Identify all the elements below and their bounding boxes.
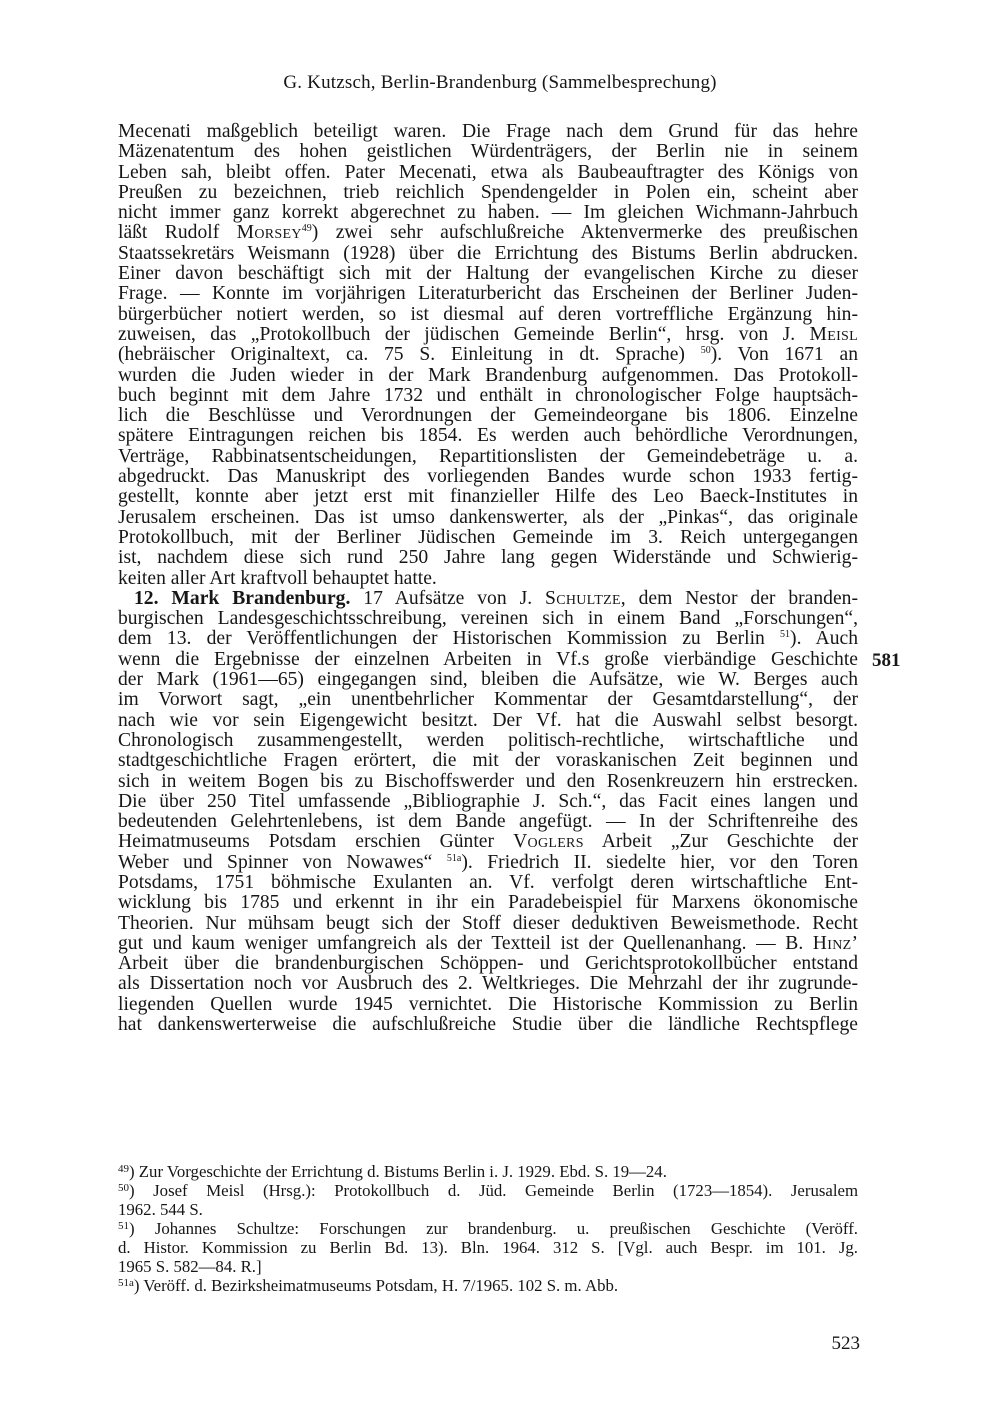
line-text: Mäzenatentum des hohen geistlichen Würdenträgers, der Berlin nie in seinem [118,141,858,163]
text-line [118,386,858,406]
text-line [118,528,858,548]
footnote-line [118,1276,858,1295]
footnote-text: Veröff. d. Bezirksheimatmuseums Potsdam, H. 7/1965. 102 S. m. Abb. [143,1276,619,1295]
line-text: zuweisen, das „Protokollbuch der jüdischen Gemeinde Berlin“, hrsg. von J. [118,323,810,345]
line-text: Leben sah, bleibt offen. Pater Mecenati, etwa als Baubeauftragter des Königs von [118,161,858,183]
line-text: abgedruckt. Das Manuskript des vorliegenden Bandes wurde schon 1933 fertig- [118,466,858,488]
text-line [118,629,858,649]
footnote-line [118,1200,858,1219]
line-text: Protokollbuch, mit der Berliner Jüdischen Gemeinde im 3. Reich untergegangen [118,526,858,548]
line-text: dem 13. der Veröffentlichungen der Historischen Kommission zu Berlin [118,628,781,650]
footnote-line [118,1238,858,1257]
text-line [118,325,858,345]
text-line [118,974,858,994]
line-text: im Vorwort sagt, „ein unentbehrlicher Kommentar der Gesamtdarstellung“, der [118,689,858,711]
text-line [118,569,858,589]
line-text: Preußen zu bezeichnen, trieb reichlich Spendengelder in Polen ein, scheint aber [118,181,858,203]
line-text: ist, nachdem diese sich rund 250 Jahre lang gegen Widerstände und Schwierig- [118,547,858,569]
section-heading: 12. Mark Brandenburg. [134,587,351,609]
footnote-mark-paren: ) [129,1162,139,1181]
line-text: Heimatmuseums Potsdam erschien Günter [118,831,514,853]
author-name: Morsey [236,222,302,244]
line-text: gut und kaum weniger umfangreich als der Textteil ist der Quellenanhang. — B. [118,932,813,954]
footnote-text: 1962. 544 S. [118,1200,203,1219]
text-line [118,122,858,142]
text-line [118,203,858,223]
margin-number: 581 [872,650,901,671]
line-text: stadtgeschichtliche Fragen erörtert, die mit der voraskanischen Zeit beginnen und [118,750,858,772]
line-text: nicht immer ganz korrekt abgerechnet zu haben. — Im gleichen Wichmann-Jahrbuch [118,202,858,224]
text-line [118,609,858,629]
footnote-mark-paren: ) [133,1276,144,1295]
line-text: buch beginnt mit dem Jahre 1732 und enthält in chronologischer Folge hauptsäch- [118,384,858,406]
text-line [118,751,858,771]
page-number: 523 [831,1333,860,1354]
footnote-text: 1965 S. 582—84. R.] [118,1257,262,1276]
text-line [118,305,858,325]
footnote-line [118,1162,858,1181]
text-line [118,711,858,731]
text-line [118,284,858,304]
author-name: Schultze [545,587,621,609]
footnote-mark: 50 [118,1182,129,1194]
line-text: der Mark (1961—65) eingegangen sind, bleiben die Aufsätze, wie W. Berges auch [118,669,858,691]
text-line [118,183,858,203]
author-name: Voglers [513,831,584,853]
footnote-text: Johannes Schultze: Forschungen zur brandenburg. u. preußischen Geschichte (Veröff. [154,1219,858,1238]
running-header: G. Kutzsch, Berlin-Brandenburg (Sammelbesprechung) [283,72,717,93]
footnote-line [118,1219,858,1238]
line-text: Mecenati maßgeblich beteiligt waren. Die Frage nach dem Grund für das hehre [118,121,858,142]
text-line [118,142,858,162]
footnote-ref: 51a [446,852,462,864]
line-text: nach wie vor sein Eigengewicht besitzt. Der Vf. hat die Auswahl selbst besorgt. [118,709,858,731]
line-text: Potsdams, 1751 böhmische Exulanten an. Vf. verfolgt deren wirtschaftliche Ent- [118,871,858,893]
line-text: Staatssekretärs Weismann (1928) über die Errichtung des Bistums Berlin abdrucken. [118,242,858,264]
text-line [118,366,858,386]
line-text: Verträge, Rabbinatsentscheidungen, Repartitionslisten der Gemeindebeträge u. a. [118,445,858,467]
text-line [118,731,858,751]
line-text: Chronologisch zusammengestellt, werden politisch-rechtliche, wirtschaftliche und [118,729,858,751]
text-line [118,853,858,873]
text-line [118,163,858,183]
text-line [118,345,858,365]
line-text: burgischen Landesgeschichtsschreibung, vereinen sich in einem Band „Forschungen“, [118,608,858,630]
footnote-mark: 51a [118,1277,134,1289]
footnote-mark: 51 [118,1220,129,1232]
line-text: Weber und Spinner von Nowawes“ [118,851,447,873]
line-text: wicklung bis 1785 und erkennt in ihr ein Paradebeispiel für Marxens ökonomische [118,892,858,914]
text-line [118,934,858,954]
line-text: ). Friedrich II. siedelte hier, vor den Toren [461,851,858,873]
line-text: ’ [851,932,858,954]
text-line [118,264,858,284]
text-line [118,954,858,974]
line-text: , dem Nestor der branden- [620,587,858,609]
footnote-mark-paren: ) [129,1219,155,1238]
line-text: sich in weitem Bogen bis zu Bischoffswerder und den Rosenkreuzern hin erstrecken. [118,770,858,792]
line-text: ) zwei sehr aufschlußreiche Aktenvermerke des preußischen [311,222,858,244]
footnote-mark-paren: ) [129,1181,154,1200]
footnote-ref: 49 [301,223,312,235]
footnote-line [118,1257,858,1276]
text-line [118,487,858,507]
text-line [118,508,858,528]
line-text: Theorien. Nur mühsam beugt sich der Stoff dieser deduktiven Beweismethode. Recht [118,912,858,934]
line-text: ). Auch [790,628,859,650]
text-line [118,995,858,1015]
line-text: Arbeit über die brandenburgischen Schöppen- und Gerichtsprotokollbücher entstand [118,953,858,975]
footnote-line [118,1181,858,1200]
line-text: wurden die Juden wieder in der Mark Brandenburg aufgenommen. Das Protokoll- [118,364,858,386]
line-text: wenn die Ergebnisse der einzelnen Arbeiten in Vf.s große vierbändige Geschichte [118,648,858,670]
line-text: liegenden Quellen wurde 1945 vernichtet. Die Historische Kommission zu Berlin [118,993,858,1015]
text-line [118,670,858,690]
line-text: hat dankenswerterweise die aufschlußreiche Studie über die ländliche Rechtspflege [118,1014,858,1036]
line-text: spätere Eintragungen reichen bis 1854. Es werden auch behördliche Verordnungen, [118,425,858,447]
text-line [118,467,858,487]
footnote-mark: 49 [118,1163,129,1175]
footnote-text: d. Histor. Kommission zu Berlin Bd. 13). Bln. 1964. 312 S. [Vgl. auch Bespr. im 101. Jg. [118,1238,858,1257]
footnote-text: Josef Meisl (Hrsg.): Protokollbuch d. Jüd. Gemeinde Berlin (1723—1854). Jerusalem [153,1181,858,1200]
text-line [118,873,858,893]
text-line [118,447,858,467]
text-line [118,650,858,670]
line-text: lich die Beschlüsse und Verordnungen der Gemeindeorgane bis 1806. Einzelne [118,405,858,427]
line-text: läßt Rudolf [118,222,237,244]
footnote-ref: 51 [780,629,791,641]
text-line [118,690,858,710]
line-text: keiten aller Art kraftvoll behauptet hatte. [118,567,437,589]
footnotes [118,1162,858,1295]
line-text: ). Von 1671 an [710,344,858,366]
text-line [118,548,858,568]
line-text: Jerusalem erscheinen. Das ist umso dankenswerter, als der „Pinkas“, das originale [118,506,858,528]
text-line [118,1015,858,1035]
text-line [118,792,858,812]
line-text: Arbeit „Zur Geschichte der [583,831,858,853]
text-line [118,914,858,934]
text-line [118,812,858,832]
line-text: bürgerbücher notiert werden, so ist diesmal auf deren vortreffliche Ergänzung hin- [118,303,858,325]
text-line [118,244,858,264]
text-line [118,406,858,426]
text-line [118,832,858,852]
footnote-ref: 50 [700,345,711,357]
line-text: bedeutenden Gelehrtenlebens, ist dem Bande angefügt. — In der Schriftenreihe des [118,811,858,833]
line-text: als Dissertation noch vor Ausbruch des 2. Weltkrieges. Die Mehrzahl der ihr zugrunde- [118,973,858,995]
line-text: gestellt, konnte aber jetzt erst mit finanzieller Hilfe des Leo Baeck-Institutes in [118,486,858,508]
author-name: Meisl [809,323,858,345]
text-line [118,426,858,446]
text-line [118,772,858,792]
text-line [118,223,858,243]
text-line [118,893,858,913]
line-text: Einer davon beschäftigt sich mit der Haltung der evangelischen Kirche zu dieser [118,263,858,285]
footnote-text: Zur Vorgeschichte der Errichtung d. Bistums Berlin i. J. 1929. Ebd. S. 19—24. [138,1162,667,1181]
line-text: 17 Aufsätze von J. [350,587,546,609]
line-text: Frage. — Konnte im vorjährigen Literaturbericht das Erscheinen der Berliner Juden- [118,283,858,305]
body-text [118,122,858,1035]
author-name: Hinz [812,932,852,954]
line-text: Die über 250 Titel umfassende „Bibliographie J. Sch.“, das Facit eines langen und [118,790,858,812]
text-line [118,589,858,609]
line-text: (hebräischer Originaltext, ca. 75 S. Einleitung in dt. Sprache) [118,344,701,366]
